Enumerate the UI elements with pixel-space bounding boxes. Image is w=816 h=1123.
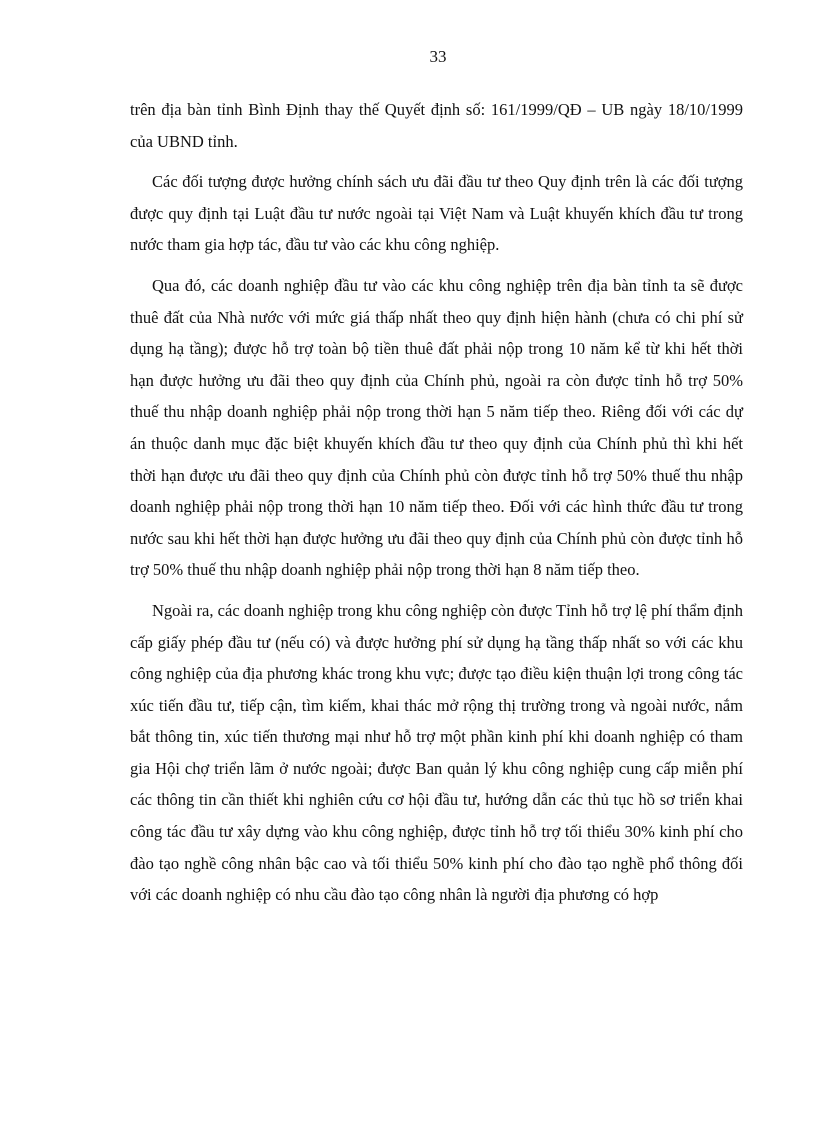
paragraph-continuation: trên địa bàn tỉnh Bình Định thay thế Quyết định số: 161/1999/QĐ – UB ngày 18/10/1999 của UBND tỉnh.: [130, 100, 743, 151]
paragraph-additional-support: Ngoài ra, các doanh nghiệp trong khu công nghiệp còn được Tỉnh hỗ trợ lệ phí thẩm định cấp giấy phép đầu tư (nếu có) và được hưởng phí sử dụng hạ tầng thấp nhất so với các khu công nghiệp của địa phương khác trong khu vực; được tạo điều kiện thuận lợi trong công tác xúc tiến đầu tư, tiếp cận, tìm kiếm, khai thác mở rộng thị trường trong và ngoài nước, nắm bắt thông tin, xúc tiến thương mại như hỗ trợ một phần kinh phí khi doanh nghiệp có tham gia Hội chợ triển lãm ở nước ngoài; được Ban quản lý khu công nghiệp cung cấp miễn phí các thông tin cần thiết khi nghiên cứu cơ hội đầu tư, hướng dẫn các thủ tục hồ sơ triển khai công tác đầu tư xây dựng vào khu công nghiệp, được tỉnh hỗ trợ tối thiểu 30% kinh phí cho đào tạo nghề công nhân bậc cao và tối thiểu 50% kinh phí cho đào tạo nghề phổ thông đối với các doanh nghiệp có nhu cầu đào tạo công nhân là người địa phương có hợp: [130, 600, 743, 905]
page-number: 33: [429, 47, 447, 66]
paragraph-eligible-subjects: Các đối tượng được hưởng chính sách ưu đãi đầu tư theo Quy định trên là các đối tượng được quy định tại Luật đầu tư nước ngoài tại Việt Nam và Luật khuyến khích đầu tư trong nước tham gia hợp tác, đầu tư vào các khu công nghiệp.: [130, 172, 743, 255]
document-body: [130, 94, 743, 920]
paragraph-investment-incentives: Qua đó, các doanh nghiệp đầu tư vào các khu công nghiệp trên địa bàn tỉnh ta sẽ được thuê đất của Nhà nước với mức giá thấp nhất theo quy định hiện hành (chưa có chi phí sử dụng hạ tầng); được hỗ trợ toàn bộ tiền thuê đất phải nộp trong 10 năm kể từ khi hết thời hạn được hưởng ưu đãi theo quy định của Chính phủ, ngoài ra còn được tỉnh hỗ trợ 50% thuế thu nhập doanh nghiệp phải nộp trong thời hạn 5 năm tiếp theo. Riêng đối với các dự án thuộc danh mục đặc biệt khuyến khích đầu tư theo quy định của Chính phủ thì khi hết thời hạn được ưu đãi theo quy định của Chính phủ còn được tỉnh hỗ trợ 50% thuế thu nhập doanh nghiệp phải nộp trong thời hạn 10 năm tiếp theo. Đối với các hình thức đầu tư trong nước sau khi hết thời hạn được hưởng ưu đãi theo quy định của Chính phủ còn được tỉnh hỗ trợ 50% thuế thu nhập doanh nghiệp phải nộp trong thời hạn 8 năm tiếp theo.: [130, 275, 743, 580]
